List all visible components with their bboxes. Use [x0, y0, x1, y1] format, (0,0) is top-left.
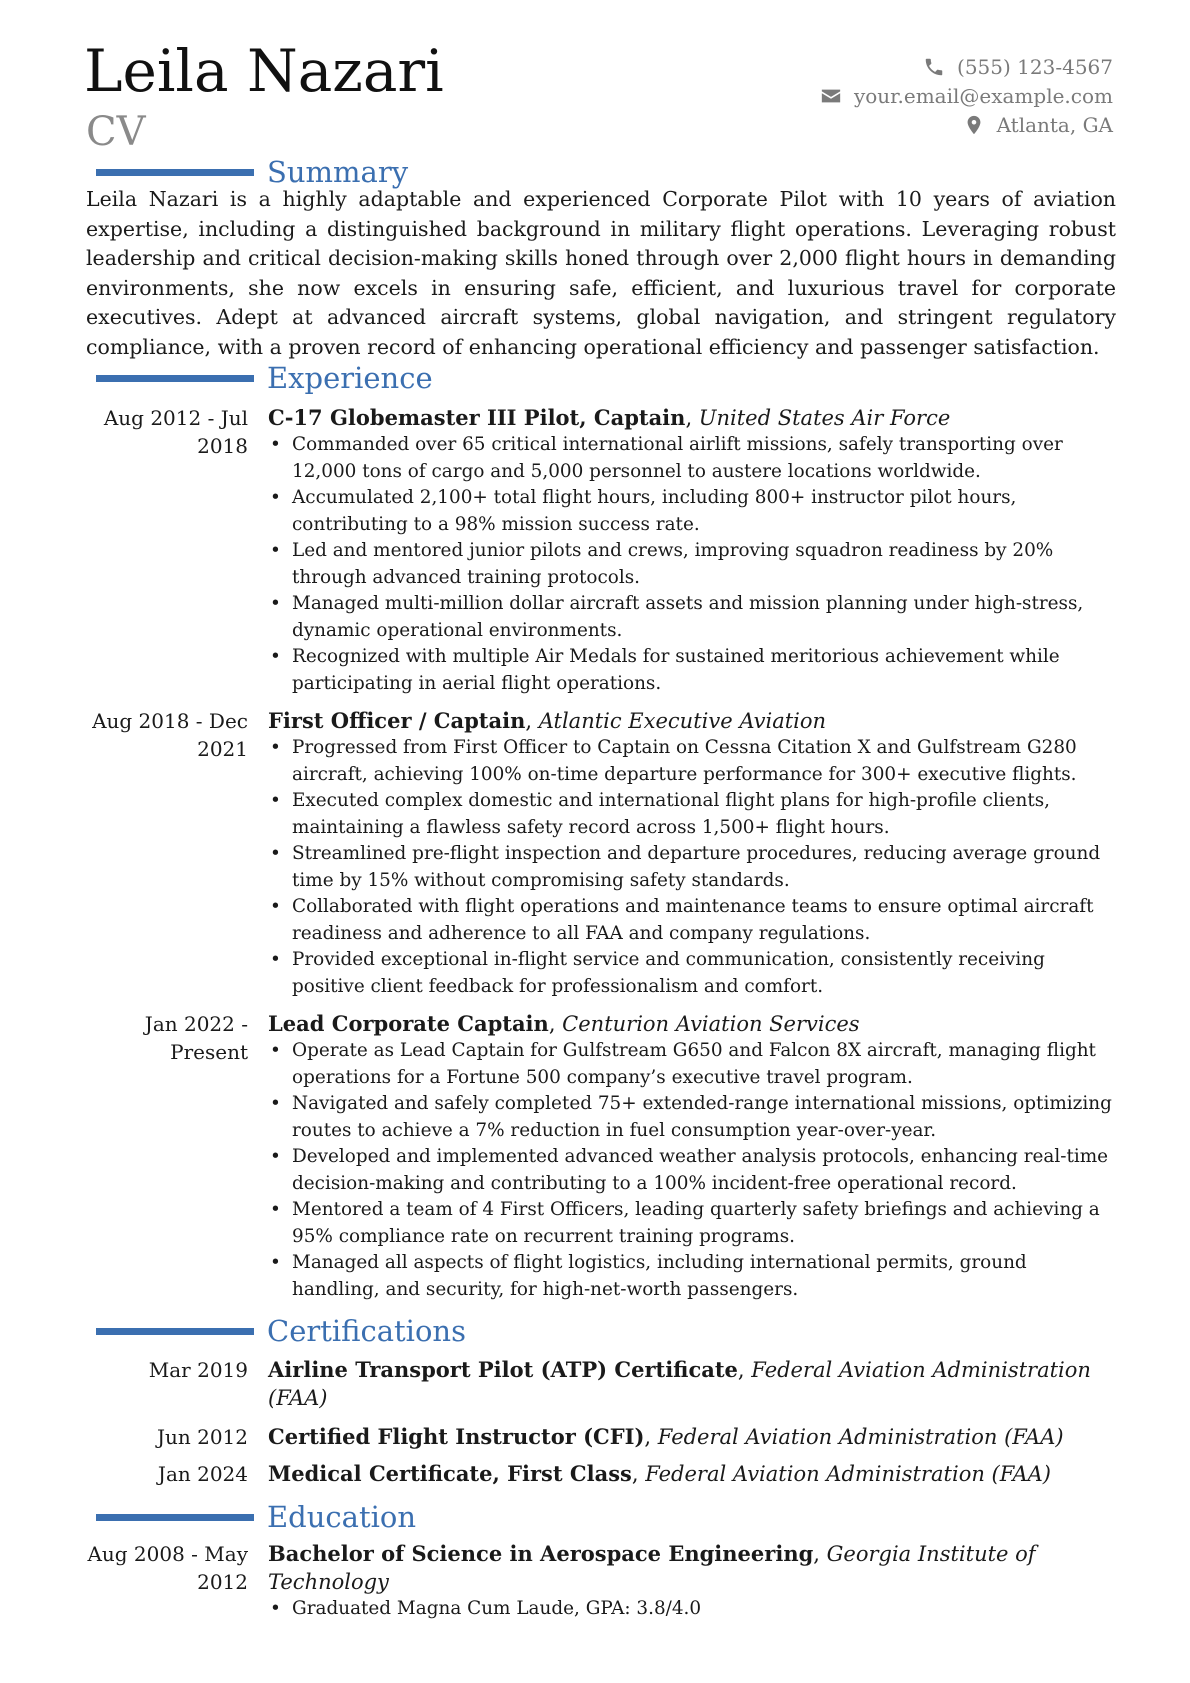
entry-title: Lead Corporate Captain [268, 1011, 549, 1036]
entry-title: Bachelor of Science in Aerospace Engineering [268, 1541, 814, 1566]
list-item: • Executed complex domestic and international flight plans for high-profile clients, maintaining a flawless safety record across 1,500+ flight hours. [268, 788, 1118, 841]
phone-text[interactable]: (555) 123-4567 [957, 54, 1113, 79]
list-item: • Progressed from First Officer to Captain on Cessna Citation X and Gulfstream G280 aircraft, achieving 100% on-time departure performance for 300+ executive flights. [268, 735, 1118, 788]
list-item: • Managed multi-million dollar aircraft assets and mission planning under high-stress, dynamic operational environments. [268, 591, 1118, 644]
list-item: • Collaborated with flight operations and maintenance teams to ensure optimal aircraft readiness and adherence to all FAA and company regulations. [268, 894, 1118, 947]
location-text: Atlanta, GA [996, 112, 1113, 137]
entry-date: Jan 2024 [157, 1462, 248, 1486]
list-item: • Commanded over 65 critical international airlift missions, safely transporting over 12,000 tons of cargo and 5,000 personnel to austere locations worldwide. [268, 432, 1118, 485]
entry-organization: United States Air Force [698, 406, 951, 430]
section-experience-heading [96, 361, 433, 395]
section-title: Education [267, 1499, 417, 1534]
section-accent-bar [96, 1514, 254, 1521]
envelope-icon [820, 85, 842, 107]
list-item: • Streamlined pre-flight inspection and departure procedures, reducing average ground time by 15% without compromising safety standards. [268, 841, 1118, 894]
entry-title: Certified Flight Instructor (CFI) [268, 1424, 645, 1449]
section-education-heading [96, 1500, 416, 1534]
entry-bullets [268, 1596, 1118, 1623]
contact-phone [820, 52, 1113, 81]
entry-organization: Federal Aviation Administration (FAA) [268, 1358, 1091, 1410]
list-item: • Operate as Lead Captain for Gulfstream G650 and Falcon 8X aircraft, managing flight operations for a Fortune 500 company’s executive travel program. [268, 1038, 1118, 1091]
list-item: • Accumulated 2,100+ total flight hours, including 800+ instructor pilot hours, contributing to a 98% mission success rate. [268, 485, 1118, 538]
location-pin-icon [963, 114, 985, 136]
section-accent-bar [96, 1328, 254, 1335]
entry-organization: Federal Aviation Administration (FAA) [657, 1425, 1064, 1449]
entry-title: Medical Certificate, First Class [268, 1461, 632, 1486]
entry-date: Jan 2022 - Present [144, 1012, 248, 1064]
entry-date: Aug 2018 - Dec 2021 [92, 709, 248, 761]
entry-date: Aug 2008 - May 2012 [87, 1542, 248, 1594]
contact-email [820, 81, 1113, 110]
entry-date: Jun 2012 [156, 1425, 248, 1449]
section-summary-heading [96, 155, 408, 189]
entry-bullets [268, 1038, 1118, 1303]
entry-title: Airline Transport Pilot (ATP) Certificate [268, 1357, 738, 1382]
entry-organization: Centurion Aviation Services [562, 1012, 860, 1036]
section-certifications-heading [96, 1314, 466, 1348]
contact-block [820, 52, 1113, 139]
list-item: • Developed and implemented advanced weather analysis protocols, enhancing real-time decision-making and contributing to a 100% incident-free operational record. [268, 1144, 1118, 1197]
phone-icon [923, 56, 945, 78]
entry-bullets [268, 735, 1118, 1000]
list-item: • Mentored a team of 4 First Officers, leading quarterly safety briefings and achieving a 95% compliance rate on recurrent training programs. [268, 1197, 1118, 1250]
entry-bullets [268, 432, 1118, 697]
contact-location [820, 110, 1113, 139]
section-accent-bar [96, 375, 254, 382]
entry-date: Aug 2012 - Jul 2018 [103, 406, 248, 458]
list-item: • Managed all aspects of flight logistics, including international permits, ground handling, and security, for high-net-worth passengers. [268, 1250, 1118, 1303]
entry-organization: Atlantic Executive Aviation [538, 709, 827, 733]
list-item: • Graduated Magna Cum Laude, GPA: 3.8/4.0 [268, 1596, 1118, 1623]
section-accent-bar [96, 169, 254, 176]
list-item: • Recognized with multiple Air Medals for sustained meritorious achievement while participating in aerial flight operations. [268, 644, 1118, 697]
document-subtitle: CV [86, 109, 146, 155]
section-title: Experience [267, 360, 433, 395]
list-item: • Navigated and safely completed 75+ extended-range international missions, optimizing routes to achieve a 7% reduction in fuel consumption year-over-year. [268, 1091, 1118, 1144]
entry-title: First Officer / Captain [268, 708, 526, 733]
section-title: Certifications [267, 1313, 466, 1348]
cv-page: Leila Nazari CV (555) 123-4567 your.email@example.com Atlanta, GA Summary Leila Nazari is a highly adaptable and experienced Corporate Pilot with 10 years of aviation expertise, including a distinguished background in military flight operations. Leveraging robust leadership and critical decision-making skills honed through over 2,000 flight hours in demanding environments, she now excels in ensuring safe, efficient, and luxurious travel for corporate executives. Adept at advanced aircraft systems, global navigation, and stringent regulatory compliance, with a proven record of enhancing operational efficiency and passenger satisfaction. Experience Aug 2012 - Jul 2018 C-17 Globemaster III Pilot, Captain, United States Air Force • Commanded over 65 critical international airlift missions, safely transporting over 12,000 tons of cargo and 5,000 personnel to austere locations worldwide. • Accumulated 2,100+ total flight hours, including 800+ instructor pilot hours, contributing to a 98% mission success rate. • Led and mentored junior pilots and crews, improving squadron readiness by 20% through advanced training protocols. • Managed multi-million dollar aircraft assets and mission planning under high-stress, dynamic operational environments. • Recognized with multiple Air Medals for sustained meritorious achievement while participating in aerial flight operations. Aug 2018 - Dec 2021 First Officer / Captain, Atlantic Executive Aviation • Progressed from First Officer to Captain on Cessna Citation X and Gulfstream G280 aircraft, achieving 100% on-time departure performance for 300+ executive flights. • Executed complex domestic and international flight plans for high-profile clients, maintaining a flawless safety record across 1,500+ flight hours. • Streamlined pre-flight inspection and departure procedures, reducing average ground time by 15% without compromising safety standards. • Collaborated with flight operations and maintenance teams to ensure optimal aircraft readiness and adherence to all FAA and company regulations. • Provided exceptional in-flight service and communication, consistently receiving positive client feedback for professionalism and comfort. Jan 2022 - Present Lead Corporate Captain, Centurion Aviation Services • Operate as Lead Captain for Gulfstream G650 and Falcon 8X aircraft, managing flight operations for a Fortune 500 company’s executive travel program. • Navigated and safely completed 75+ extended-range international missions, optimizing routes to achieve a 7% reduction in fuel consumption year-over-year. • Developed and implemented advanced weather analysis protocols, enhancing real-time decision-making and contributing to a 100% incident-free operational record. • Mentored a team of 4 First Officers, leading quarterly safety briefings and achieving a 95% compliance rate on recurrent training programs. • Managed all aspects of flight logistics, including international permits, ground handling, and security, for high-net-worth passengers. Certifications Mar 2019 Airline Transport Pilot (ATP) Certificate, Federal Aviation Administration (FAA) Jun 2012 Certified Flight Instructor (CFI), Federal Aviation Administration (FAA) Jan 2024 Medical Certificate, First Class, Federal Aviation Administration (FAA) Education Aug 2008 - May 2012 Bachelor of Science in Aerospace Engineering, Georgia Institute of Technology • Graduated Magna Cum Laude, GPA: 3.8/4.0 [0, 0, 1190, 1683]
summary-text: Leila Nazari is a highly adaptable and experienced Corporate Pilot with 10 years of aviation expertise, including a distinguished background in military flight operations. Leveraging robust leadership and critical decision-making skills honed through over 2,000 flight hours in demanding environments, she now excels in ensuring safe, efficient, and luxurious travel for corporate executives. Adept at advanced aircraft systems, global navigation, and stringent regulatory compliance, with a proven record of enhancing operational efficiency and passenger satisfaction. [86, 187, 1116, 359]
candidate-name: Leila Nazari [84, 37, 444, 105]
list-item: • Led and mentored junior pilots and crews, improving squadron readiness by 20% through advanced training protocols. [268, 538, 1118, 591]
entry-date: Mar 2019 [148, 1358, 248, 1382]
email-text[interactable]: your.email@example.com [853, 83, 1113, 108]
list-item: • Provided exceptional in-flight service and communication, consistently receiving positive client feedback for professionalism and comfort. [268, 947, 1118, 1000]
entry-organization: Federal Aviation Administration (FAA) [645, 1462, 1052, 1486]
section-title: Summary [267, 154, 409, 189]
entry-title: C-17 Globemaster III Pilot, Captain [268, 405, 686, 430]
entry-organization: Georgia Institute of Technology [268, 1542, 1036, 1594]
